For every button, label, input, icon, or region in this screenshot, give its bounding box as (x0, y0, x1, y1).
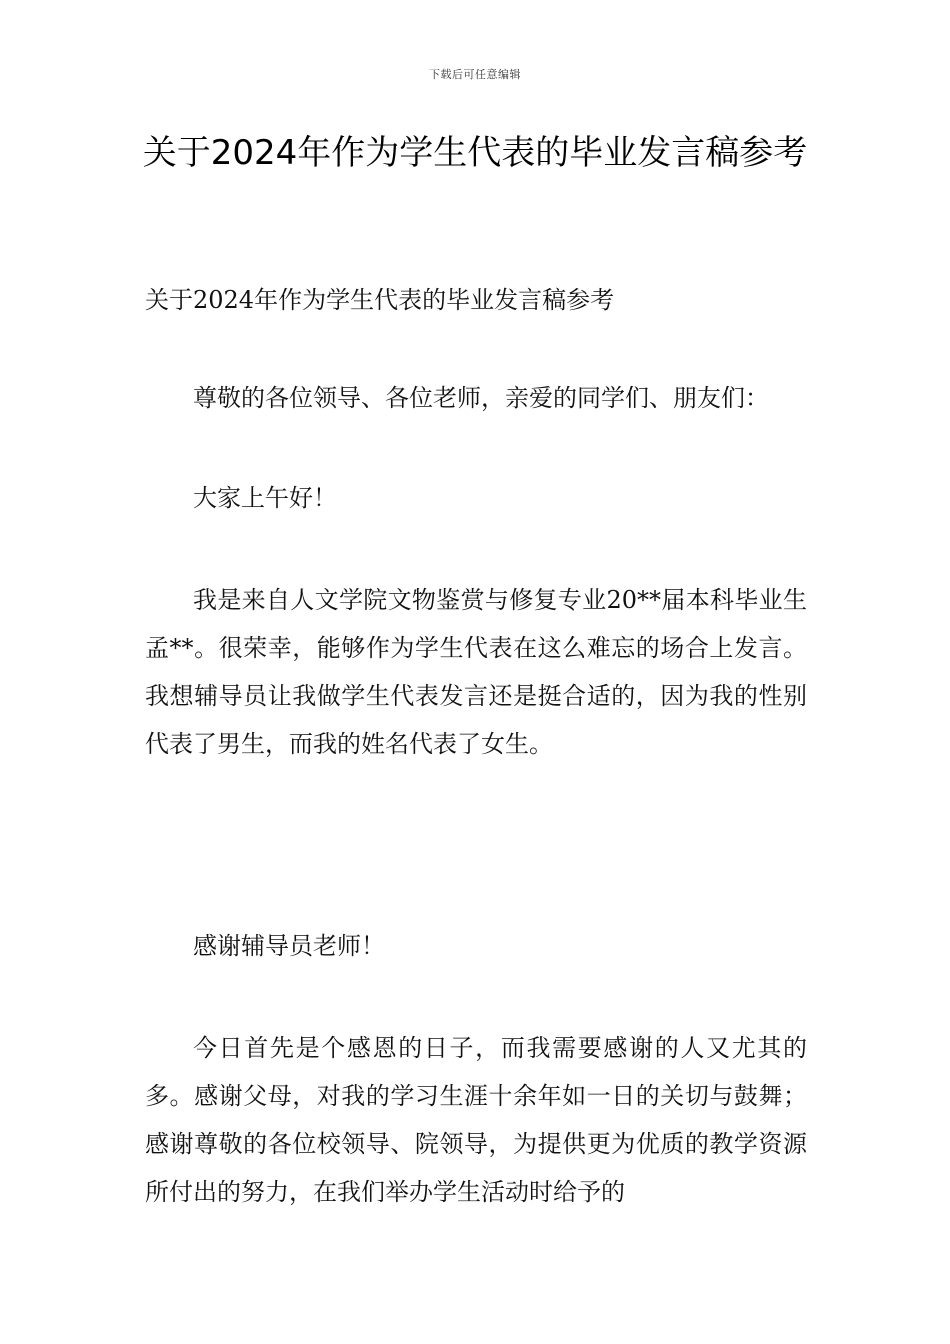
intro-block (145, 576, 807, 768)
thanks-block (145, 922, 807, 970)
paragraph-self-introduction: 我是来自人文学院文物鉴赏与修复专业20**届本科毕业生孟**。很荣幸，能够作为学生代表在这么难忘的场合上发言。我想辅导员让我做学生代表发言还是挺合适的，因为我的性别代表了男生，而我的姓名代表了女生。 (145, 586, 807, 758)
paragraph-greeting: 尊敬的各位领导、各位老师，亲爱的同学们、朋友们： (193, 384, 769, 412)
subtitle-block (145, 276, 807, 324)
paragraph-gratitude: 今日首先是个感恩的日子，而我需要感谢的人又尤其的多。感谢父母，对我的学习生涯十余年如一日的关切与鼓舞；感谢尊敬的各位校领导、院领导，为提供更为优质的教学资源所付出的努力，在我们举办学生活动时给予的 (145, 1034, 807, 1206)
gratitude-block (145, 1024, 807, 1216)
paragraph-good-morning: 大家上午好！ (193, 484, 337, 512)
paragraph-thanks-counselor: 感谢辅导员老师！ (193, 932, 385, 960)
greeting-block (145, 374, 807, 422)
morning-block (145, 474, 807, 522)
header-note: 下载后可任意编辑 (429, 68, 521, 81)
document-subtitle: 关于2024年作为学生代表的毕业发言稿参考 (145, 286, 615, 314)
document-title: 关于2024年作为学生代表的毕业发言稿参考 (142, 133, 808, 173)
